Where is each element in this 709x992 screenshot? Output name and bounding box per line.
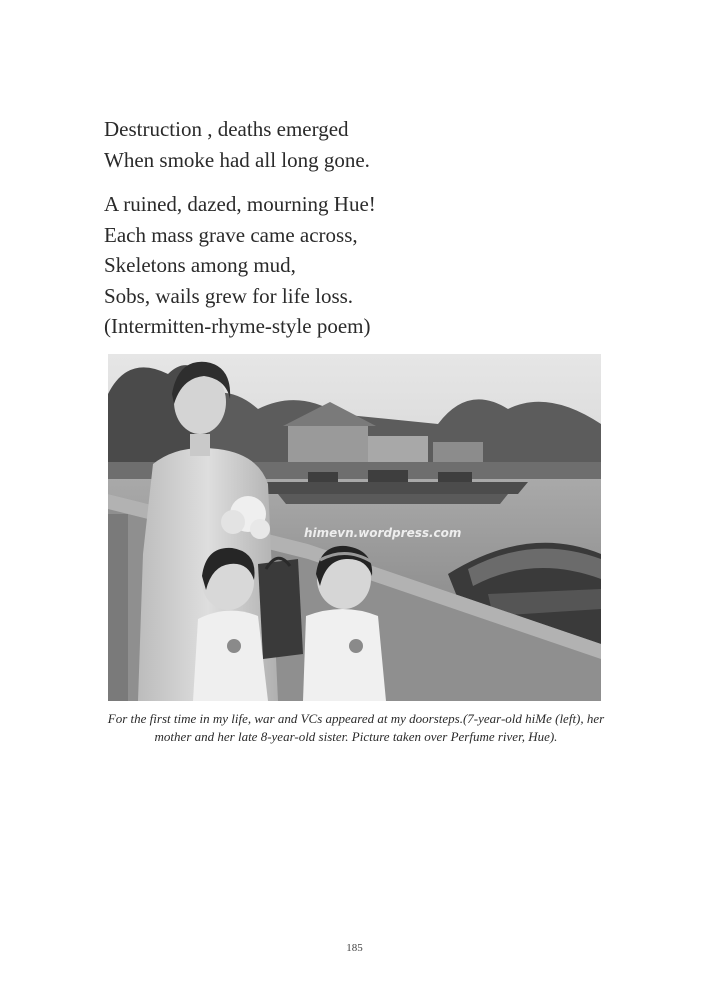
- page-number: 185: [346, 942, 363, 954]
- photo-caption: For the first time in my life, war and VCs appeared at my doorsteps.(7-year-old hiMe (left), her mother and her late 8-year-old sister. Picture taken over Perfume river, Hue).: [107, 711, 605, 744]
- poem-line: A ruined, dazed, mourning Hue!: [104, 192, 376, 216]
- family-photo: [108, 354, 601, 701]
- poem-stanza-2: [104, 189, 624, 342]
- poem-line: Each mass grave came across,: [104, 222, 358, 247]
- poem-stanza-1: [104, 114, 624, 175]
- poem-line: Skeletons among mud,: [104, 253, 296, 277]
- poem-line: (Intermitten-rhyme-style poem): [104, 314, 371, 338]
- poem-line: Destruction , deaths emerged: [104, 117, 349, 141]
- photo-watermark: himevn.wordpress.com: [304, 526, 462, 540]
- poem-line: Sobs, wails grew for life loss.: [104, 283, 354, 308]
- poem-line: When smoke had all long gone.: [104, 147, 370, 172]
